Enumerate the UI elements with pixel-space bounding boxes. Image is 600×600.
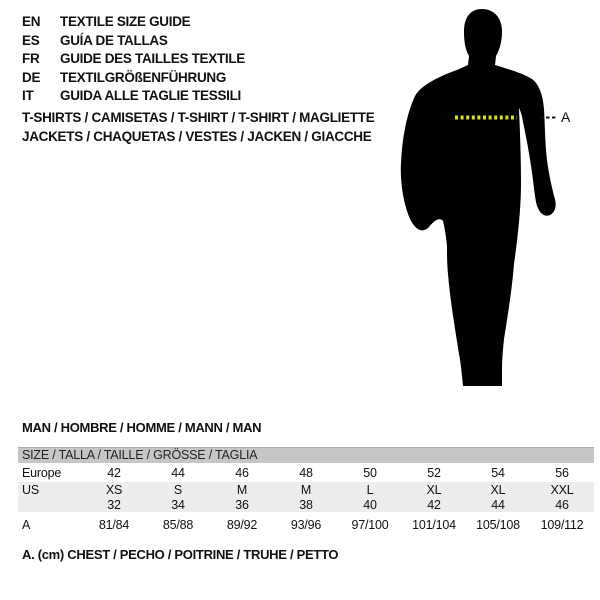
language-label: TEXTILE SIZE GUIDE [60,14,191,29]
size-cell: 97/100 [351,517,389,532]
size-cell: XS [105,482,123,497]
table-row-us-numeric [18,497,594,512]
man-silhouette [401,9,556,386]
language-row [22,50,245,69]
size-cell: S [173,482,183,497]
size-row-label: Europe [22,465,62,480]
language-label: GUIDE DES TAILLES TEXTILE [60,51,246,66]
category-line-jackets: JACKETS / CHAQUETAS / VESTES / JACKEN / GIACCHE [22,128,372,144]
language-list [22,13,245,106]
language-code: DE [22,69,41,85]
size-cell: L [366,482,374,497]
size-cell: 36 [235,497,249,512]
table-row-europe [18,463,594,482]
size-table-header: SIZE / TALLA / TAILLE / GRÖSSE / TAGLIA [18,447,594,463]
size-cell: 109/112 [540,517,584,532]
measure-label-a: A [561,109,571,125]
category-line-tshirts: T-SHIRTS / CAMISETAS / T-SHIRT / T-SHIRT / MAGLIETTE [22,110,375,125]
language-row [22,13,245,32]
category-list [22,109,374,146]
gender-section-label: MAN / HOMBRE / HOMME / MANN / MAN [22,420,262,435]
size-row-label: A [22,517,31,532]
size-cell: 101/104 [412,517,456,532]
language-code: FR [22,51,40,66]
size-row-label: US [22,482,39,497]
size-cell: 52 [427,465,441,480]
language-label: GUIDA ALLE TAGLIE TESSILI [60,88,241,103]
chest-measure-footnote: A. (cm) CHEST / PECHO / POITRINE / TRUHE / PETTO [22,547,339,562]
size-cell: 44 [491,497,505,512]
size-cell: 38 [299,497,313,512]
language-row [22,69,245,88]
language-code: EN [22,14,41,29]
size-cell: XL [426,482,442,497]
size-cell: 105/108 [476,517,520,532]
size-cell: 32 [107,497,121,512]
size-cell: 46 [555,497,569,512]
size-cell: 46 [235,465,249,480]
size-cell: M [300,482,312,497]
size-cell: 56 [555,465,569,480]
table-row-chest-cm [18,512,594,537]
size-cell: XL [490,482,506,497]
size-cell: 89/92 [226,517,258,532]
table-row-us [18,482,594,497]
language-row [22,32,245,51]
language-code: ES [22,32,40,48]
size-cell: 85/88 [162,517,194,532]
language-label: GUÍA DE TALLAS [60,32,168,48]
language-code: IT [22,88,34,103]
size-cell: 44 [171,465,185,480]
man-silhouette-figure [395,8,575,390]
size-cell: 42 [107,465,121,480]
size-cell: 42 [427,497,441,512]
size-cell: XXL [550,482,574,497]
language-row [22,87,245,106]
size-cell: 34 [171,497,185,512]
size-cell: 50 [363,465,377,480]
size-cell: 81/84 [98,517,130,532]
language-label: TEXTILGRÖßENFÜHRUNG [60,69,227,85]
size-cell: M [236,482,248,497]
size-cell: 48 [299,465,313,480]
size-cell: 54 [491,465,505,480]
size-cell: 93/96 [290,517,322,532]
size-table [18,447,594,537]
size-cell: 40 [363,497,377,512]
